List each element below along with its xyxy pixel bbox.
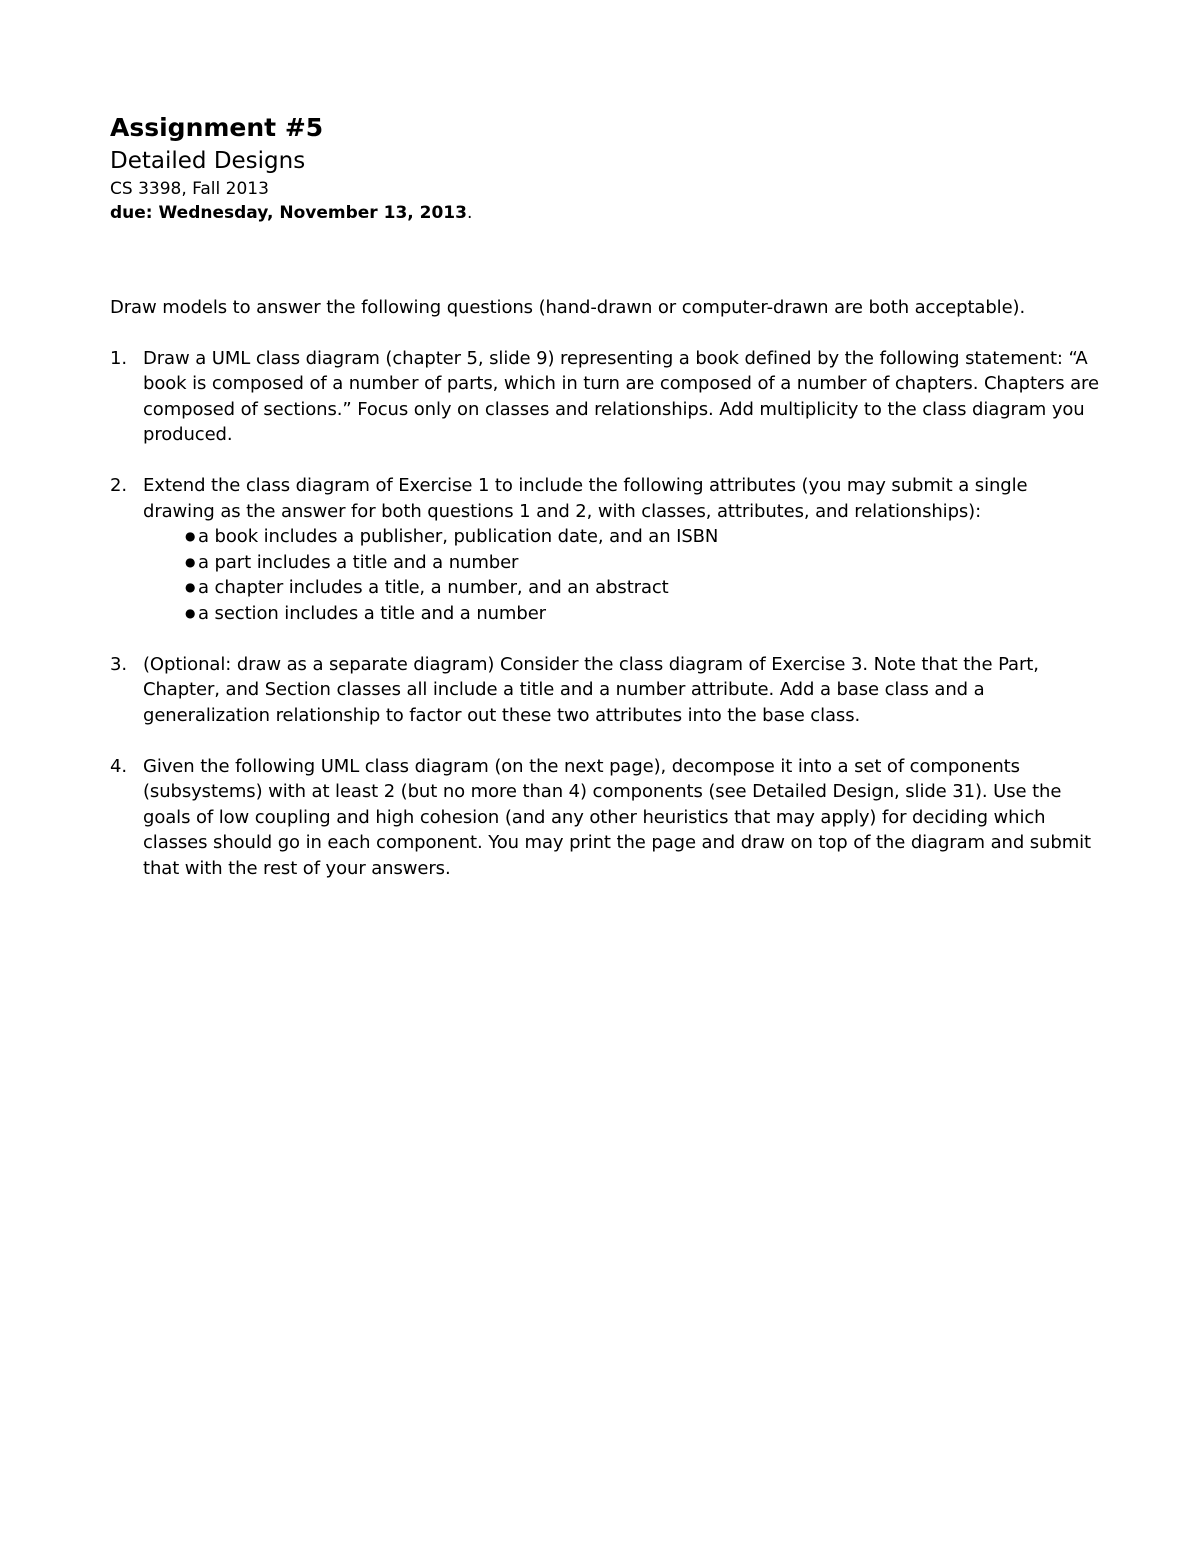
question-number: 4. <box>110 755 127 777</box>
due-label: due: <box>110 203 153 223</box>
bullet-icon: ● <box>185 554 196 569</box>
course-info: CS 3398, Fall 2013 <box>110 179 269 199</box>
question-item <box>110 652 1100 729</box>
question-item <box>110 754 1100 882</box>
question-list <box>110 346 1100 882</box>
document-page <box>110 110 1100 907</box>
question-text: Extend the class diagram of Exercise 1 to include the following attributes (you may submit a single drawing as the answer for both questions 1 and 2, with classes, attributes, and relationships): <box>143 475 1028 522</box>
question-text: Given the following UML class diagram (on the next page), decompose it into a set of components (subsystems) with at least 2 (but no more than 4) components (see Detailed Design, slide 31). Use the goals of low coupling and high cohesion (and any other heuristics that may apply) for deciding which classes should go in each component. You may print the page and draw on top of the diagram and submit that with the rest of your answers. <box>143 755 1091 879</box>
bullet-icon: ● <box>185 580 196 594</box>
bullet-item <box>185 575 1100 601</box>
question-text: (Optional: draw as a separate diagram) Consider the class diagram of Exercise 3. Note that the Part, Chapter, and Section classes all include a title and a number attribute. Add a base class and a generalization relationship to factor out these two attributes into the base class. <box>143 653 1039 726</box>
instructions-intro: Draw models to answer the following questions (hand-drawn or computer-drawn are both acceptable). <box>110 297 1026 318</box>
question-number: 2. <box>110 475 127 496</box>
question-number: 3. <box>110 653 127 675</box>
bullet-item <box>185 524 1100 550</box>
bullet-icon: ● <box>185 529 196 543</box>
bullet-icon: ● <box>185 605 196 620</box>
bullet-item <box>185 601 1100 627</box>
assignment-title: Assignment #5 <box>110 113 324 142</box>
question-item <box>110 346 1100 448</box>
due-date: Wednesday, November 13, 2013 <box>152 203 467 223</box>
bullet-text: a section includes a title and a number <box>198 602 546 624</box>
due-period: . <box>466 203 473 223</box>
assignment-subtitle: Detailed Designs <box>110 148 306 174</box>
question-text: Draw a UML class diagram (chapter 5, slide 9) representing a book defined by the following statement: “A book is composed of a number of parts, which in turn are composed of a number of chapters. Chapters are composed of sections.” Focus only on classes and relationships. Add multiplicity to the class diagram you produced. <box>143 347 1099 445</box>
bullet-text: a chapter includes a title, a number, and an abstract <box>198 577 669 598</box>
question-item <box>110 473 1100 626</box>
bullet-text: a part includes a title and a number <box>198 551 519 573</box>
attribute-bullet-list <box>143 524 1100 626</box>
due-date-line <box>110 202 1100 224</box>
bullet-text: a book includes a publisher, publication date, and an ISBN <box>198 526 719 547</box>
bullet-item <box>185 550 1100 576</box>
question-number: 1. <box>110 347 127 369</box>
